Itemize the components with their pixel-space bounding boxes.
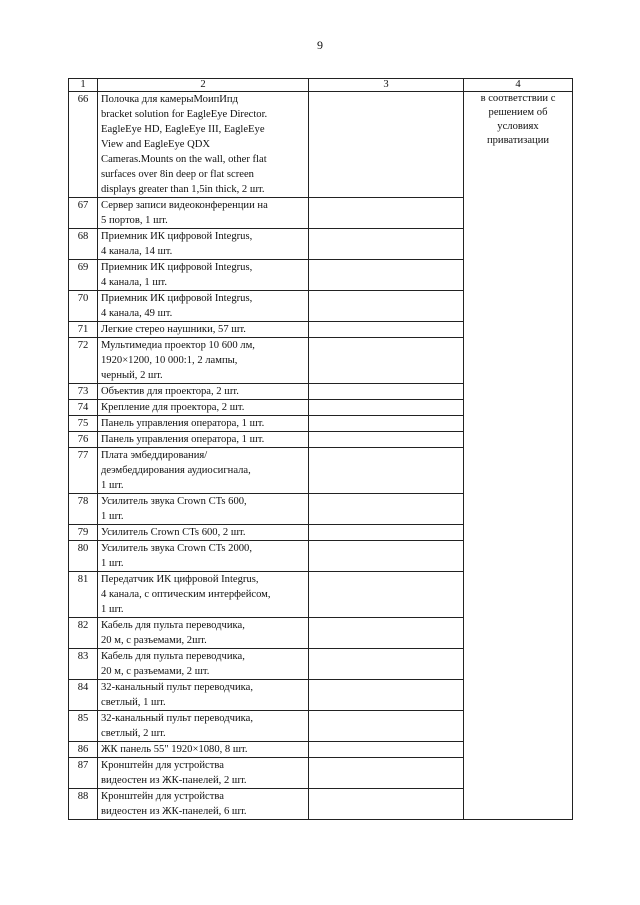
row-number: 84	[69, 680, 98, 711]
item-description	[98, 711, 309, 742]
row-number: 73	[69, 384, 98, 400]
description-line: Усилитель звука Crown CTs 600,	[101, 496, 247, 507]
description-line: Cameras.Mounts on the wall, other flat	[101, 154, 267, 165]
column-3-cell	[309, 758, 464, 789]
description-line: 4 канала, 1 шт.	[101, 277, 167, 288]
description-line: Плата эмбеддирования/	[101, 450, 208, 461]
description-line: 32-канальный пульт переводчика,	[101, 682, 254, 693]
column-3-cell	[309, 291, 464, 322]
column-3-cell	[309, 742, 464, 758]
row-number: 82	[69, 618, 98, 649]
column-3-cell	[309, 322, 464, 338]
row-number: 67	[69, 198, 98, 229]
row-number: 80	[69, 541, 98, 572]
item-description	[98, 618, 309, 649]
description-line: 1 шт.	[101, 511, 124, 522]
item-description	[98, 198, 309, 229]
item-description	[98, 649, 309, 680]
item-description	[98, 742, 309, 758]
description-line: Панель управления оператора, 1 шт.	[101, 418, 265, 429]
column-3-cell	[309, 338, 464, 384]
item-description	[98, 384, 309, 400]
description-line: 1 шт.	[101, 558, 124, 569]
description-line: светлый, 2 шт.	[101, 728, 166, 739]
column-header: 1	[69, 79, 98, 92]
description-line: EagleEye HD, EagleEye III, EagleEye	[101, 124, 265, 135]
description-line: 20 м, с разъемами, 2 шт.	[101, 666, 210, 677]
row-number: 83	[69, 649, 98, 680]
row-number: 88	[69, 789, 98, 820]
row-number: 74	[69, 400, 98, 416]
description-line: Приемник ИК цифровой Integrus,	[101, 293, 253, 304]
description-line: displays greater than 1,5in thick, 2 шт.	[101, 184, 265, 195]
table-body	[69, 92, 573, 820]
description-line: Кронштейн для устройства	[101, 760, 224, 771]
row-number: 85	[69, 711, 98, 742]
row-number: 78	[69, 494, 98, 525]
row-number: 86	[69, 742, 98, 758]
privatization-note: в соответствии с решением об условиях приватизации	[464, 92, 573, 820]
description-line: Передатчик ИК цифровой Integrus,	[101, 574, 259, 585]
column-3-cell	[309, 494, 464, 525]
description-line: Приемник ИК цифровой Integrus,	[101, 262, 253, 273]
item-description	[98, 416, 309, 432]
column-3-cell	[309, 198, 464, 229]
description-line: черный, 2 шт.	[101, 370, 163, 381]
table-row	[69, 92, 573, 198]
description-line: видеостен из ЖК-панелей, 2 шт.	[101, 775, 247, 786]
description-line: Полочка для камерыМоипИпд	[101, 94, 238, 105]
table-header-row	[69, 79, 573, 92]
description-line: светлый, 1 шт.	[101, 697, 166, 708]
description-line: surfaces over 8in deep or flat screen	[101, 169, 254, 180]
item-description	[98, 322, 309, 338]
description-line: Панель управления оператора, 1 шт.	[101, 434, 265, 445]
item-description	[98, 229, 309, 260]
column-3-cell	[309, 92, 464, 198]
column-3-cell	[309, 384, 464, 400]
row-number: 70	[69, 291, 98, 322]
item-description	[98, 432, 309, 448]
column-header: 4	[464, 79, 573, 92]
description-line: Усилитель звука Crown CTs 2000,	[101, 543, 253, 554]
item-description	[98, 680, 309, 711]
column-3-cell	[309, 680, 464, 711]
item-description	[98, 291, 309, 322]
description-line: 4 канала, 49 шт.	[101, 308, 173, 319]
item-description	[98, 260, 309, 291]
description-line: 20 м, с разъемами, 2шт.	[101, 635, 207, 646]
description-line: Усилитель Crown CTs 600, 2 шт.	[101, 527, 246, 538]
description-line: Мультимедиа проектор 10 600 лм,	[101, 340, 255, 351]
inventory-table	[68, 78, 573, 820]
column-3-cell	[309, 416, 464, 432]
item-description	[98, 789, 309, 820]
column-header: 2	[98, 79, 309, 92]
page-number: 9	[317, 38, 323, 52]
description-line: Сервер записи видеоконференции на	[101, 200, 268, 211]
row-number: 75	[69, 416, 98, 432]
item-description	[98, 758, 309, 789]
column-3-cell	[309, 448, 464, 494]
column-3-cell	[309, 432, 464, 448]
description-line: 1 шт.	[101, 604, 124, 615]
description-line: видеостен из ЖК-панелей, 6 шт.	[101, 806, 247, 817]
column-3-cell	[309, 618, 464, 649]
description-line: Кабель для пульта переводчика,	[101, 620, 245, 631]
item-description	[98, 572, 309, 618]
row-number: 81	[69, 572, 98, 618]
description-line: 4 канала, 14 шт.	[101, 246, 173, 257]
row-number: 68	[69, 229, 98, 260]
item-description	[98, 92, 309, 198]
description-line: Крепление для проектора, 2 шт.	[101, 402, 245, 413]
description-line: 1920×1200, 10 000:1, 2 лампы,	[101, 355, 238, 366]
column-3-cell	[309, 525, 464, 541]
row-number: 72	[69, 338, 98, 384]
column-3-cell	[309, 572, 464, 618]
column-3-cell	[309, 260, 464, 291]
item-description	[98, 448, 309, 494]
item-description	[98, 400, 309, 416]
description-line: ЖК панель 55" 1920×1080, 8 шт.	[101, 744, 248, 755]
description-line: bracket solution for EagleEye Director.	[101, 109, 268, 120]
description-line: Кронштейн для устройства	[101, 791, 224, 802]
column-header: 3	[309, 79, 464, 92]
description-line: 32-канальный пульт переводчика,	[101, 713, 254, 724]
row-number: 87	[69, 758, 98, 789]
description-line: 5 портов, 1 шт.	[101, 215, 168, 226]
description-line: View and EagleEye QDX	[101, 139, 211, 150]
row-number: 77	[69, 448, 98, 494]
description-line: Объектив для проектора, 2 шт.	[101, 386, 239, 397]
description-line: деэмбеддирования аудиосигнала,	[101, 465, 251, 476]
item-description	[98, 541, 309, 572]
column-3-cell	[309, 229, 464, 260]
column-3-cell	[309, 400, 464, 416]
description-line: Легкие стерео наушники, 57 шт.	[101, 324, 246, 335]
column-3-cell	[309, 541, 464, 572]
row-number: 76	[69, 432, 98, 448]
row-number: 69	[69, 260, 98, 291]
item-description	[98, 338, 309, 384]
description-line: 1 шт.	[101, 480, 124, 491]
description-line: Кабель для пульта переводчика,	[101, 651, 245, 662]
item-description	[98, 494, 309, 525]
description-line: 4 канала, с оптическим интерфейсом,	[101, 589, 271, 600]
column-3-cell	[309, 789, 464, 820]
column-3-cell	[309, 711, 464, 742]
column-3-cell	[309, 649, 464, 680]
row-number: 66	[69, 92, 98, 198]
item-description	[98, 525, 309, 541]
row-number: 71	[69, 322, 98, 338]
description-line: Приемник ИК цифровой Integrus,	[101, 231, 253, 242]
row-number: 79	[69, 525, 98, 541]
